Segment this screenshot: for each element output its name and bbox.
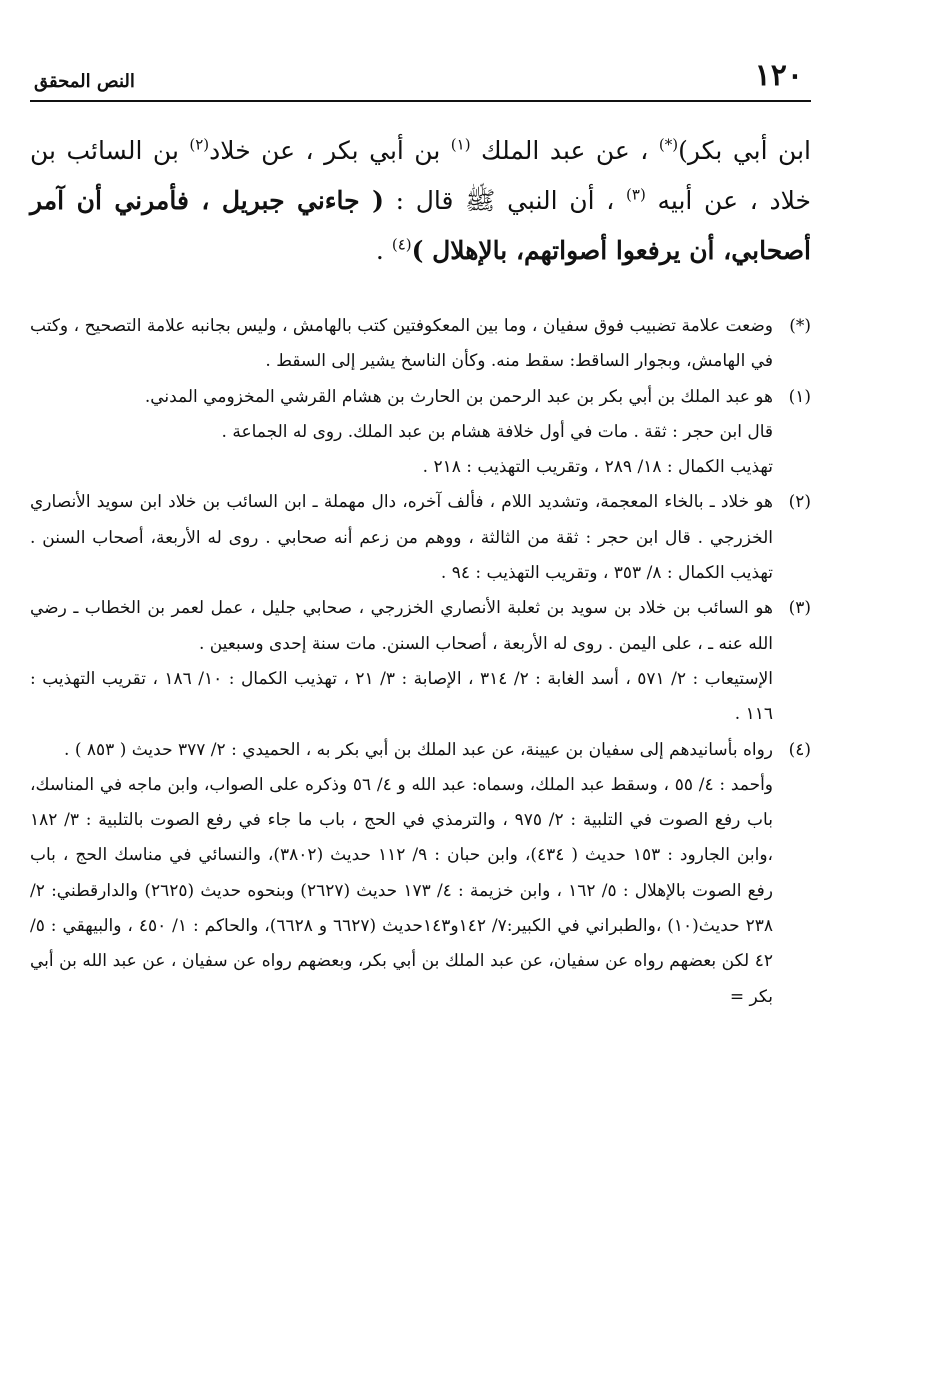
- running-title: النص المحقق: [34, 71, 135, 92]
- main-text-part: ، عن عبد الملك: [470, 136, 659, 165]
- footnote-paragraph: رواه بأسانيدهم إلى سفيان بن عيينة، عن عبد الملك بن أبي بكر به ، الحميدي : ٢/ ٣٧٧ حديث ( ٨٥٣ ) .: [64, 739, 773, 760]
- footnote-ref-4: (٤): [391, 235, 412, 254]
- footnote-marker: (٤): [788, 739, 811, 760]
- footnote: [30, 309, 811, 380]
- footnote-body: [30, 733, 773, 1015]
- footnote: [30, 380, 811, 486]
- page-number: ١٢٠: [754, 58, 803, 93]
- footnote-paragraph: هو خلاد ـ بالخاء المعجمة، وتشديد اللام ، فألف آخره، دال مهملة ـ ابن السائب بن خلاد ابن سويد الأنصاري الخزرجي . قال ابن حجر : ثقة من الثالثة ، ووهم من زعم أنه صحابي . روى له الأربعة، أصحاب السنن . تهذيب الكمال : ٨/ ٣٥٣ ، وتقريب التهذيب : ٩٤ .: [30, 492, 773, 584]
- footnote-paragraph: الإستيعاب : ٢/ ٥٧١ ، أسد الغابة : ٢/ ٣١٤ ، الإصابة : ٣/ ٢١ ، تهذيب الكمال : ١٠/ ١٨٦ ، تقريب التهذيب : ١١٦ .: [30, 668, 773, 725]
- main-text-part: .: [375, 236, 392, 265]
- footnote-ref-3: (٣): [626, 185, 646, 204]
- footnote-body: [30, 380, 773, 486]
- main-text-part: ابن أبي بكر): [678, 136, 811, 165]
- footnote-marker: (٢): [788, 492, 811, 513]
- hadith-text: ( جاءني جبريل ، فأمرني أن آمر أصحابي، أن يرفعوا أصواتهم، بالإهلال ): [30, 186, 811, 265]
- footnote-paragraph: تهذيب الكمال : ١٨/ ٢٨٩ ، وتقريب التهذيب : ٢١٨ .: [422, 457, 773, 478]
- main-text-part: بن أبي بكر ، عن خلاد: [209, 136, 451, 165]
- footnote-paragraph: هو السائب بن خلاد بن سويد بن ثعلبة الأنصاري الخزرجي ، صحابي جليل ، عمل لعمر بن الخطاب ـ رضي الله عنه ـ ، على اليمن . روى له الأربعة ، أصحاب السنن. مات سنة إحدى وسبعين .: [30, 598, 773, 654]
- footnote-paragraph: قال ابن حجر : ثقة . مات في أول خلافة هشام بن عبد الملك. روى له الجماعة .: [221, 421, 773, 442]
- footnote-ref-star: (*): [658, 135, 679, 154]
- footnote-ref-1: (١): [450, 135, 471, 154]
- footnote-body: [30, 485, 773, 591]
- page-header: [30, 56, 811, 102]
- footnote-marker: (٣): [788, 598, 811, 619]
- book-page: [30, 56, 811, 1015]
- footnote-paragraph: وضعت علامة تضبيب فوق سفيان ، وما بين المعكوفتين كتب بالهامش ، وليس بجانبه علامة التصحيح ، وكتب في الهامش، وبجوار الساقط: سقط منه. وكأن الناسخ يشير إلى السقط .: [30, 316, 773, 372]
- footnote-body: [30, 309, 773, 380]
- main-text-part: بن السائب بن خلاد ، عن أبيه: [30, 136, 811, 215]
- footnote-paragraph: هو عبد الملك بن أبي بكر بن عبد الرحمن بن الحارث بن هشام القرشي المخزومي المدني.: [144, 386, 773, 407]
- main-text-part: ، أن النبي ﷺ قال :: [383, 186, 627, 215]
- footnote-marker: (١): [788, 386, 811, 407]
- footnote-marker: (*): [789, 316, 811, 336]
- footnote-ref-2: (٢): [189, 135, 210, 154]
- footnote-paragraph: وأحمد : ٤/ ٥٥ ، وسقط عبد الملك، وسماه: عبد الله و ٤/ ٥٦ وذكره على الصواب، وابن ماجه في المناسك، باب رفع الصوت في التلبية : ٢/ ٩٧٥ ، والترمذي في الحج ، باب ما جاء في رفع الصوت بالتلبية : ٣/ ١٨٢ ،وابن الجارود : ١٥٣ حديث ( ٤٣٤)، وابن حبان : ٩/ ١١٢ حديث (٣٨٠٢)، والنسائي في مناسك الحج ، باب رفع الصوت بالإهلال : ٥/ ١٦٢ ، وابن خزيمة : ٤/ ١٧٣ حديث (٢٦٢٧) وبنحوه حديث (٢٦٢٥) والدارقطني: ٢/ ٢٣٨ حديث(١٠) ،والطبراني في الكبير:٧/ ١٤٢و١٤٣حديث (٦٦٢٧ و ٦٦٢٨)، والحاكم : ١/ ٤٥٠ ، والبيهقي : ٥/ ٤٢ لكن بعضهم رواه عن سفيان، عن عبد الملك بن أبي بكر، وبعضهم رواه عن سفيان ، عن عبد الله بن أبي بكر =: [30, 774, 774, 1007]
- footnotes: [30, 309, 811, 1015]
- main-paragraph: [30, 126, 811, 276]
- footnote: [30, 591, 811, 732]
- footnote: [30, 733, 811, 1015]
- footnote-body: [30, 591, 773, 732]
- footnote: [30, 485, 811, 591]
- main-text: [30, 126, 811, 276]
